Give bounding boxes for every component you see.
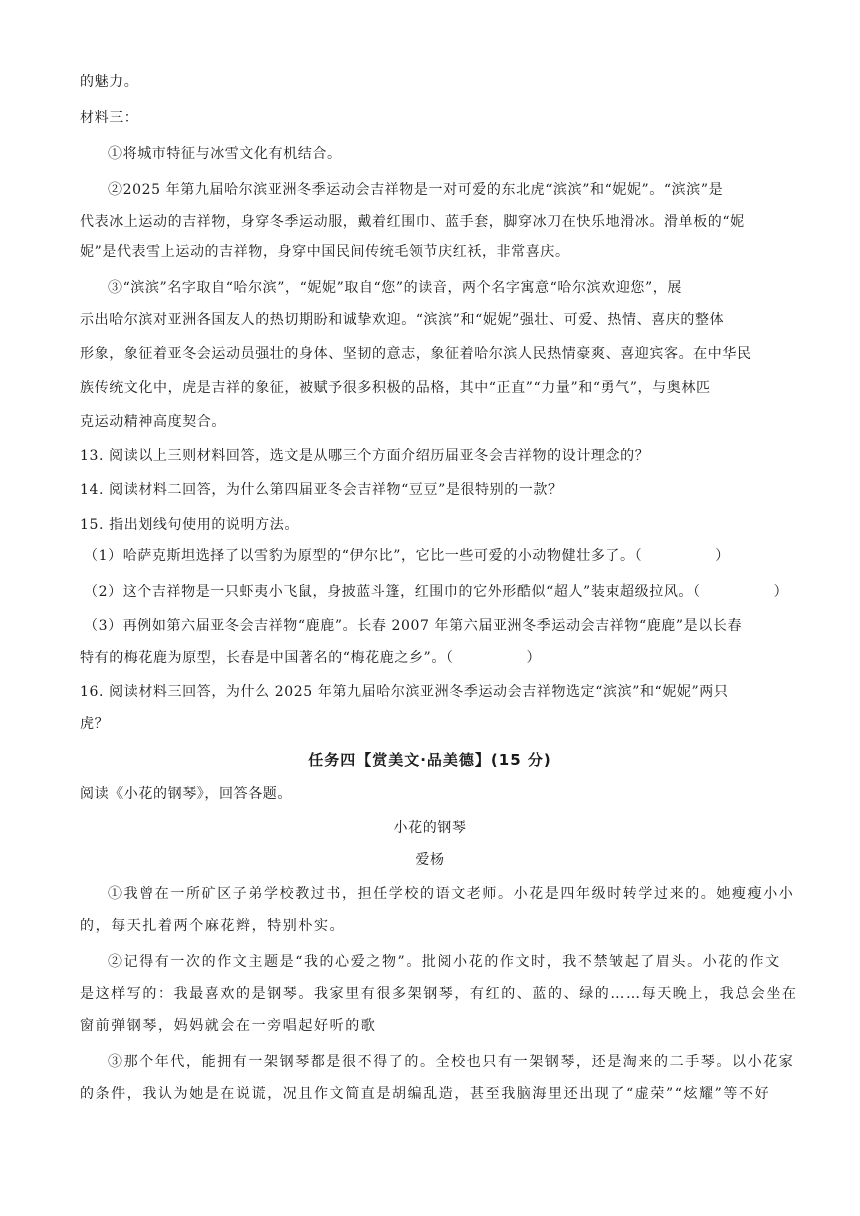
question-13: 13. 阅读以上三则材料回答，选文是从哪三个方面介绍历届亚冬会吉祥物的设计理念的？ bbox=[80, 448, 650, 464]
text-line: 的魅力。 bbox=[80, 74, 139, 90]
section-heading: 任务四【赏美文·品美德】(15 分) bbox=[308, 751, 552, 769]
article-author: 爱杨 bbox=[415, 852, 445, 868]
text-line: 妮”是代表雪上运动的吉祥物，身穿中国民间传统毛领节庆红袄，非常喜庆。 bbox=[80, 244, 570, 260]
question-15-item-1: （1）哈萨克斯坦选择了以雪豹为原型的“伊尔比”，它比一些可爱的小动物健壮多了。（ ） bbox=[84, 548, 730, 564]
question-16: 16. 阅读材料三回答，为什么 2025 年第九届哈尔滨亚洲冬季运动会吉祥物选定“滨滨”和“妮妮”两只 bbox=[80, 684, 729, 700]
paragraph-line: ②记得有一次的作文主题是“我的心爱之物”。批阅小花的作文时，我不禁皱起了眉头。小花的作文 bbox=[108, 954, 781, 970]
reading-instruction: 阅读《小花的钢琴》，回答各题。 bbox=[80, 786, 292, 802]
question-14: 14. 阅读材料二回答，为什么第四届亚冬会吉祥物“豆豆”是很特别的一款？ bbox=[80, 482, 563, 498]
text-line: 虎？ bbox=[80, 716, 110, 732]
paragraph-line: 的，每天扎着两个麻花辫，特别朴实。 bbox=[80, 918, 346, 934]
text-line: 克运动精神高度契合。 bbox=[80, 414, 226, 430]
text-line: ③“滨滨”名字取自“哈尔滨”，“妮妮”取自“您”的读音，两个名字寓意“哈尔滨欢迎您”，展 bbox=[108, 280, 682, 296]
text-line: ①将城市特征与冰雪文化有机结合。 bbox=[108, 146, 342, 162]
text-line: 代表冰上运动的吉祥物，身穿冬季运动服，戴着红围巾、蓝手套，脚穿冰刀在快乐地滑冰。滑单板的“妮 bbox=[80, 214, 745, 230]
question-15-item-3: （3）再例如第六届亚冬会吉祥物“鹿鹿”。长春 2007 年第六届亚洲冬季运动会吉祥物“鹿鹿”是以长春 bbox=[84, 618, 743, 634]
text-line: 示出哈尔滨对亚洲各国友人的热切期盼和诚挚欢迎。“滨滨”和“妮妮”强壮、可爱、热情、喜庆的整体 bbox=[80, 312, 725, 328]
material-three-label: 材料三： bbox=[80, 110, 139, 126]
text-line: 特有的梅花鹿为原型，长春是中国著名的“梅花鹿之乡”。（ ） bbox=[80, 650, 542, 666]
article-title: 小花的钢琴 bbox=[393, 820, 467, 836]
paragraph-line: ①我曾在一所矿区子弟学校教过书，担任学校的语文老师。小花是四年级时转学过来的。她瘦瘦小小 bbox=[108, 886, 795, 902]
question-15: 15. 指出划线句使用的说明方法。 bbox=[80, 517, 299, 533]
paragraph-line: 是这样写的：我最喜欢的是钢琴。我家里有很多架钢琴，有红的、蓝的、绿的……每天晚上，我总会坐在 bbox=[80, 986, 798, 1002]
text-line: 形象，象征着亚冬会运动员强壮的身体、坚韧的意志，象征着哈尔滨人民热情豪爽、喜迎宾客。在中华民 bbox=[80, 346, 752, 362]
text-line: 族传统文化中，虎是吉祥的象征，被赋予很多积极的品格，其中“正直”“力量”和“勇气”，与奥林匹 bbox=[80, 380, 711, 396]
paragraph-line: ③那个年代，能拥有一架钢琴都是很不得了的。全校也只有一架钢琴，还是淘来的二手琴。以小花家 bbox=[108, 1054, 795, 1070]
paragraph-line: 窗前弹钢琴，妈妈就会在一旁唱起好听的歌 bbox=[80, 1018, 377, 1034]
text-line: ②2025 年第九届哈尔滨亚洲冬季运动会吉祥物是一对可爱的东北虎“滨滨”和“妮妮”。“滨滨”是 bbox=[108, 182, 724, 198]
question-15-item-2: （2）这个吉祥物是一只虾夷小飞鼠，身披蓝斗篷，红围巾的它外形酷似“超人”装束超级拉风。（ ） bbox=[84, 584, 789, 600]
paragraph-line: 的条件，我认为她是在说谎，况且作文简直是胡编乱造，甚至我脑海里还出现了“虚荣”“炫耀”等不好 bbox=[80, 1086, 771, 1102]
